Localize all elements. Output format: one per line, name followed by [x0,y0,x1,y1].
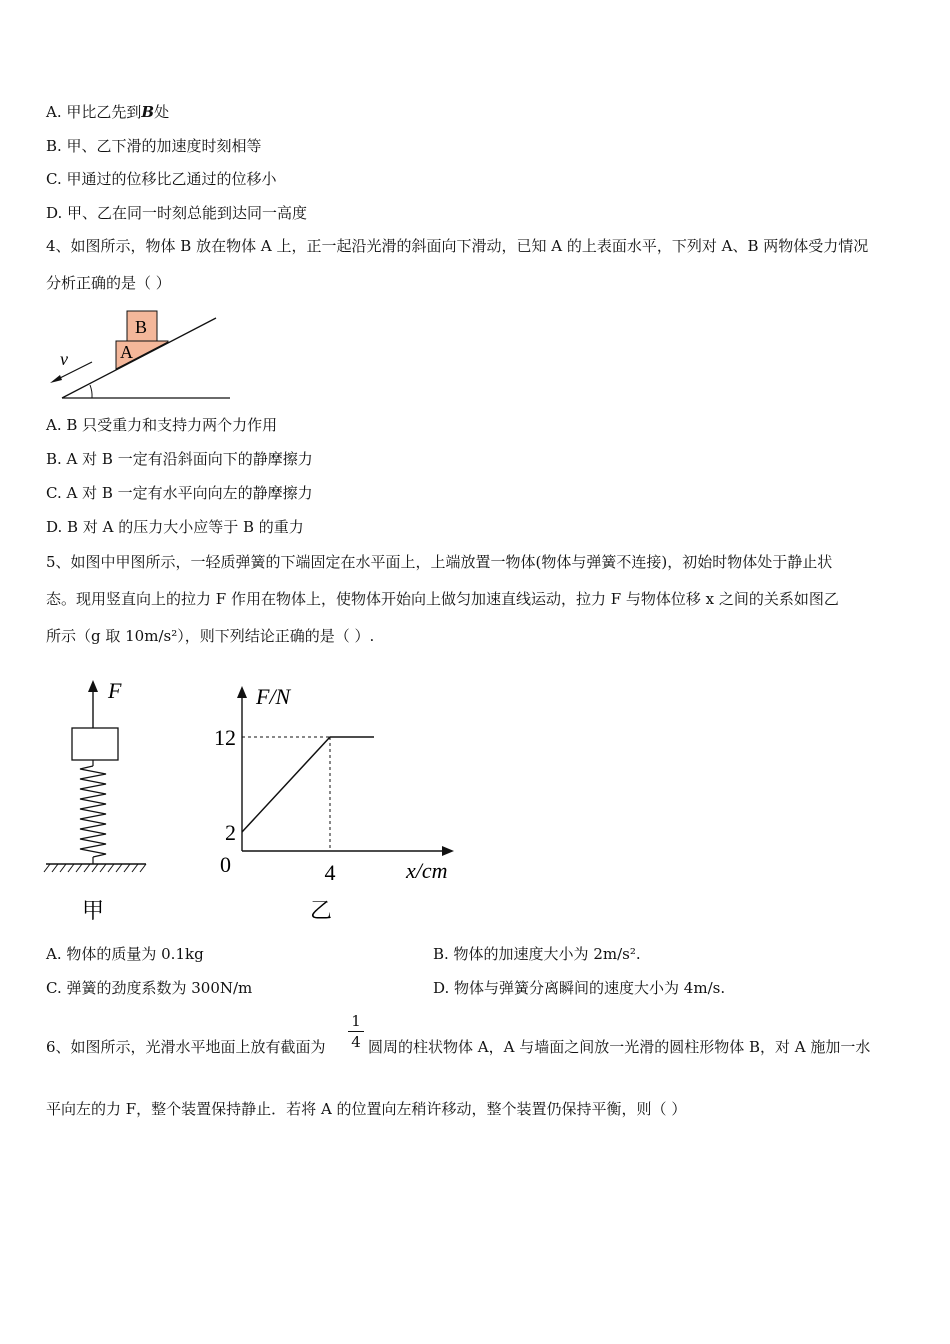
q6-stem-after-fraction: 圆周的柱状物体 A，A 与墙面之间放一光滑的圆柱形物体 B，对 A 施加一水 [368,1038,871,1056]
q5-stem-line1: 5、如图中甲图所示，一轻质弹簧的下端固定在水平面上，上端放置一物体(物体与弹簧不连接)，初始时物体处于静止状 [46,553,833,571]
block-a-label: A [120,342,133,362]
force-label: F [108,678,122,703]
q5-stem-line3: 所示（g 取 10m/s²），则下列结论正确的是（ ）. [46,627,375,645]
q3-option-b: B. 甲、乙下滑的加速度时刻相等 [46,137,262,155]
series-line [242,737,374,832]
q4-option-d: D. B 对 A 的压力大小应等于 B 的重力 [46,518,304,536]
q6-stem-before-fraction: 6、如图所示，光滑水平地面上放有截面为 [46,1038,326,1056]
q4-option-c: C. A 对 B 一定有水平向向左的静摩擦力 [46,484,313,502]
spring [80,766,106,857]
q4-incline-figure [40,305,240,405]
block-b-label: B [135,317,148,337]
y-axis-label: F/N [256,684,291,709]
y-tick-label-12: 12 [214,725,236,750]
caption-jia: 甲 [82,898,105,923]
x-axis-label: x/cm [406,858,448,883]
fraction-numerator: 1 [351,1012,361,1030]
q3-option-a: A. 甲比乙先到B处 [46,103,170,121]
q4-option-b: B. A 对 B 一定有沿斜面向下的静摩擦力 [46,450,313,468]
q6-stem-line2: 平向左的力 F，整个装置保持静止．若将 A 的位置向左稍许移动，整个装置仍保持平衡，则（ ） [46,1100,687,1118]
x-tick-label-4: 4 [324,860,336,885]
origin-label: 0 [220,852,231,877]
velocity-label: v [60,349,68,369]
y-tick-label-2: 2 [225,820,236,845]
q3-option-d: D. 甲、乙在同一时刻总能到达同一高度 [46,204,308,222]
q5-option-d: D. 物体与弹簧分离瞬间的速度大小为 4m/s. [433,979,726,997]
q6-fraction [348,1012,364,1051]
q5-option-b: B. 物体的加速度大小为 2m/s². [433,945,641,963]
fraction-denominator: 4 [351,1033,361,1051]
q4-stem-line1: 4、如图所示，物体 B 放在物体 A 上，正一起沿光滑的斜面向下滑动，已知 A 的上表面水平，下列对 A、B 两物体受力情况 [46,237,869,255]
q5-stem-line2: 态。现用竖直向上的拉力 F 作用在物体上，使物体开始向上做匀加速直线运动，拉力 F 与物体位移 x 之间的关系如图乙 [46,590,839,608]
q5-fx-chart [190,670,470,930]
block [72,728,118,760]
q3-option-c: C. 甲通过的位移比乙通过的位移小 [46,170,277,188]
q4-stem-line2: 分析正确的是（ ） [46,274,171,292]
q5-spring-figure [40,670,160,930]
caption-yi: 乙 [310,898,333,923]
q5-option-c: C. 弹簧的劲度系数为 300N/m [46,979,253,997]
q4-option-a: A. B 只受重力和支持力两个力作用 [46,416,278,434]
q5-option-a: A. 物体的质量为 0.1kg [46,945,204,963]
